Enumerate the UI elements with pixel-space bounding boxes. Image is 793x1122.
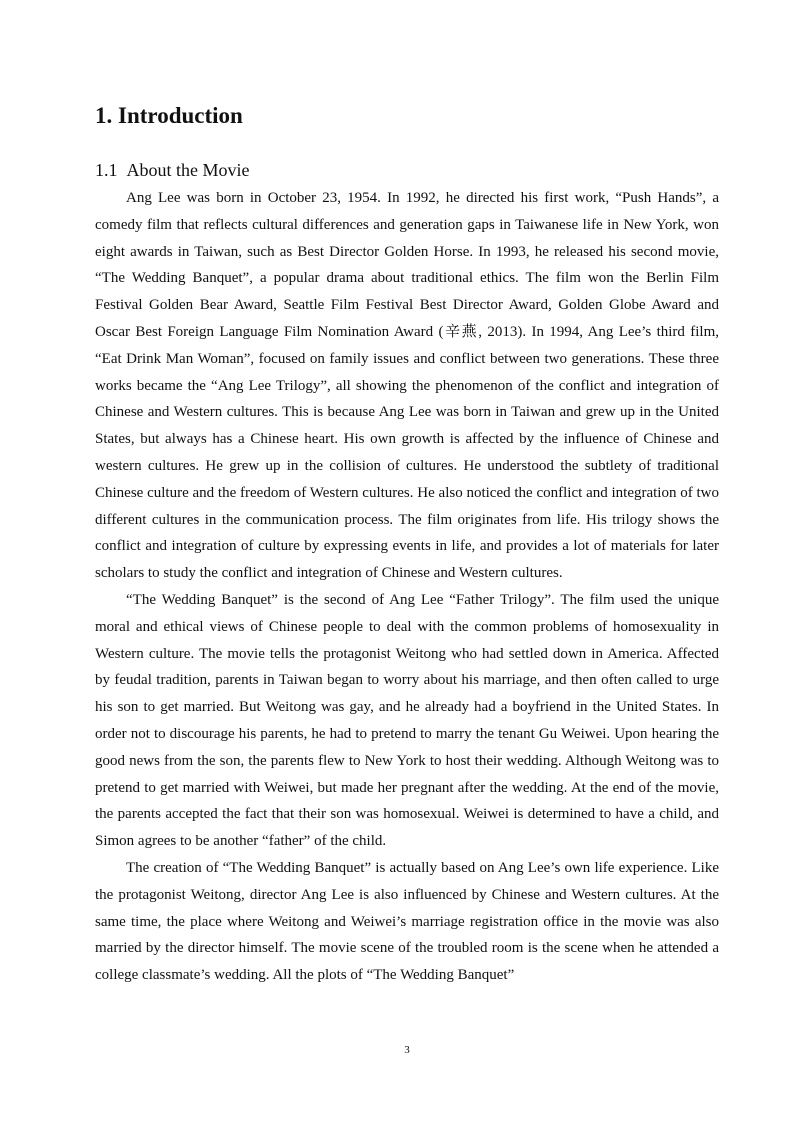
paragraph-2: “The Wedding Banquet” is the second of Ang Lee “Father Trilogy”. The film used the unique moral and ethical views of Chinese people to deal with the common problems of homosexuality in Western culture. The movie tells the protagonist Weitong who had settled down in America. Affected by feudal tradition, parents in Taiwan began to worry about his marriage, and then often called to urge his son to get married. But Weitong was gay, and he already had a boyfriend in the United States. In order not to discourage his parents, he had to pretend to marry the tenant Gu Weiwei. Upon hearing the good news from the son, the parents flew to New York to host their wedding. Although Weitong was to pretend to get married with Weiwei, but made her pregnant after the wedding. At the end of the movie, the parents accepted the fact that their son was homosexual. Weiwei is determined to have a child, and Simon agrees to be another “father” of the child.: [95, 591, 719, 850]
section-title: 1. Introduction: [95, 103, 243, 128]
body-text: [95, 185, 719, 989]
subsection-number: 1.1: [95, 160, 118, 180]
subsection-title-text: About the Movie: [126, 160, 250, 180]
subsection-title: [95, 157, 250, 183]
document-page: [95, 0, 719, 1122]
paragraph-1: Ang Lee was born in October 23, 1954. In 1992, he directed his first work, “Push Hands”, a comedy film that reflects cultural differences and generation gaps in Taiwanese life in New York, won eight awards in Taiwan, such as Best Director Golden Horse. In 1993, he released his second movie, “The Wedding Banquet”, a popular drama about traditional ethics. The film won the Berlin Film Festival Golden Bear Award, Seattle Film Festival Best Director Award, Golden Globe Award and Oscar Best Foreign Language Film Nomination Award (辛燕, 2013). In 1994, Ang Lee’s third film, “Eat Drink Man Woman”, focused on family issues and conflict between two generations. These three works became the “Ang Lee Trilogy”, all showing the phenomenon of the conflict and integration of Chinese and Western cultures. This is because Ang Lee was born in Taiwan and grew up in the United States, but always has a Chinese heart. His own growth is affected by the influence of Chinese and western cultures. He grew up in the collision of cultures. He understood the subtlety of traditional Chinese culture and the freedom of Western cultures. He also noticed the conflict and integration of two different cultures in the communication process. The film originates from life. His trilogy shows the conflict and integration of culture by expressing events in life, and provides a lot of materials for later scholars to study the conflict and integration of Chinese and Western cultures.: [95, 190, 719, 582]
page-number: 3: [404, 1044, 410, 1056]
paragraph-3: The creation of “The Wedding Banquet” is actually based on Ang Lee’s own life experience. Like the protagonist Weitong, director Ang Lee is also influenced by Chinese and Western cultures. At the same time, the place where Weitong and Weiwei’s marriage registration office in the movie was also married by the director himself. The movie scene of the troubled room is the scene when he attended a college classmate’s wedding. All the plots of “The Wedding Banquet”: [95, 859, 719, 984]
